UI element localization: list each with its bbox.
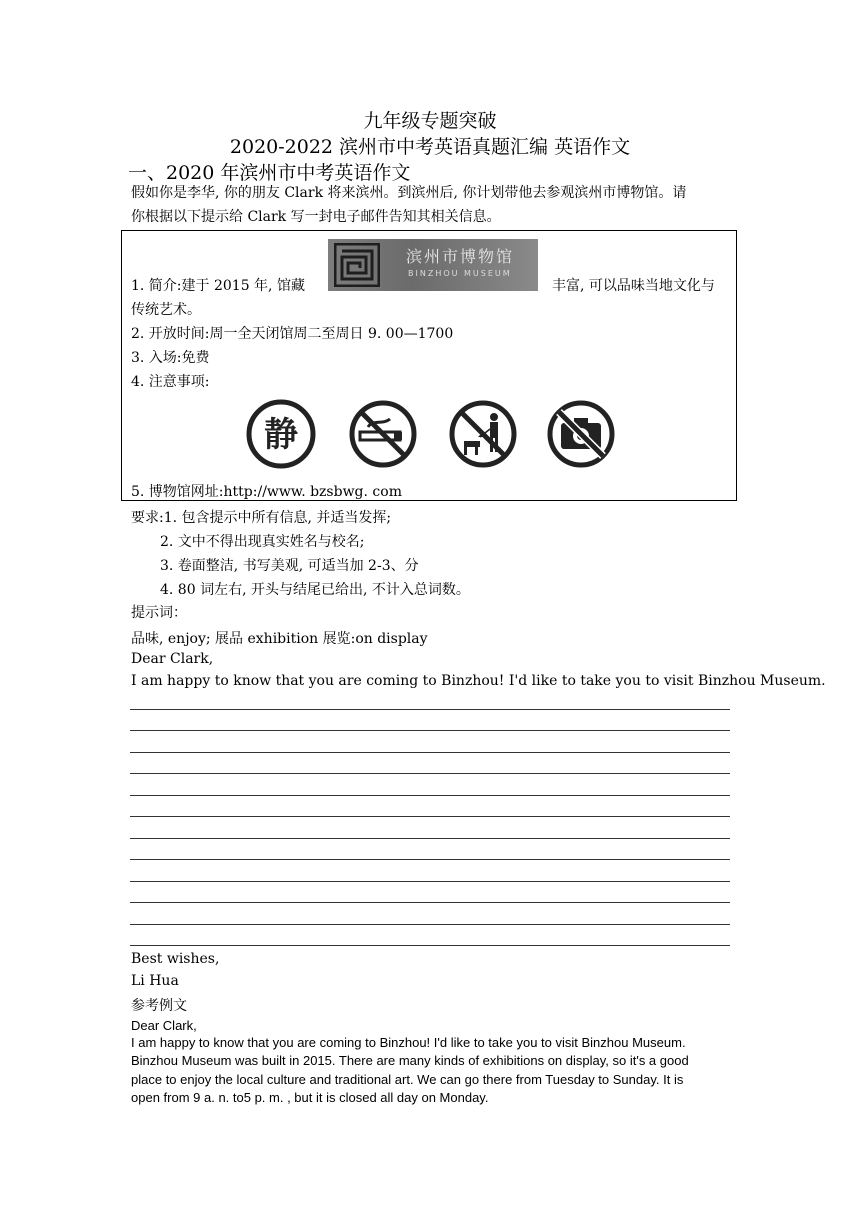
sample-label: 参考例文 <box>131 998 187 1014</box>
quiet-sign-icon <box>246 399 316 469</box>
logo-text-en: BINZHOU MUSEUM <box>408 269 512 278</box>
writing-line <box>130 838 730 839</box>
notice-signs <box>246 399 616 471</box>
hint-words: 品味, enjoy; 展品 exhibition 展览:on display <box>131 631 428 647</box>
section-heading: 一、2020 年滨州市中考英语作文 <box>128 162 411 184</box>
prompt-line-1: 假如你是李华, 你的朋友 Clark 将来滨州。到滨州后, 你计划带他去参观滨州市博物馆。请 <box>131 185 687 201</box>
museum-emblem-icon <box>334 243 380 287</box>
writing-line <box>130 924 730 925</box>
sample-line-4: open from 9 a. n. to5 p. m. , but it is closed all day on Monday. <box>131 1090 489 1105</box>
no-smoking-icon <box>348 399 418 469</box>
writing-line <box>130 709 730 710</box>
letter-opening: I am happy to know that you are coming to Binzhou! I'd like to take you to visit Binzhou Museum. <box>131 673 826 689</box>
info-item-4: 4. 注意事项: <box>131 374 210 390</box>
quiet-sign-text: 静 <box>264 415 298 455</box>
writing-line <box>130 795 730 796</box>
writing-line <box>130 816 730 817</box>
info-item-5: 5. 博物馆网址:http://www. bzsbwg. com <box>131 484 402 500</box>
museum-logo <box>328 239 538 291</box>
sample-line-2: Binzhou Museum was built in 2015. There are many kinds of exhibitions on display, so it's a good <box>131 1053 689 1068</box>
requirement-1: 要求:1. 包含提示中所有信息, 并适当发挥; <box>131 510 392 526</box>
no-photography-icon <box>546 399 616 469</box>
no-pets-icon <box>448 399 518 469</box>
info-item-1b: 丰富, 可以品味当地文化与 <box>552 278 715 294</box>
writing-line <box>130 773 730 774</box>
page-title: 九年级专题突破 <box>363 110 497 132</box>
requirement-2: 2. 文中不得出现真实姓名与校名; <box>160 534 365 550</box>
writing-line <box>130 881 730 882</box>
hint-label: 提示词： <box>131 605 187 621</box>
letter-signature: Li Hua <box>131 973 179 989</box>
requirement-3: 3. 卷面整洁, 书写美观, 可适当加 2-3、分 <box>160 558 419 574</box>
writing-line <box>130 859 730 860</box>
prompt-line-2: 你根据以下提示给 Clark 写一封电子邮件告知其相关信息。 <box>131 209 501 225</box>
writing-line <box>130 752 730 753</box>
sample-greeting: Dear Clark, <box>131 1018 197 1033</box>
info-item-1c: 传统艺术。 <box>131 302 201 318</box>
page-subtitle: 2020-2022 滨州市中考英语真题汇编 英语作文 <box>229 136 631 158</box>
info-box <box>121 230 737 501</box>
writing-line <box>130 945 730 946</box>
sample-line-1: I am happy to know that you are coming to Binzhou! I'd like to take you to visit Binzhou Museum. <box>131 1035 686 1050</box>
writing-line <box>130 902 730 903</box>
info-item-2: 2. 开放时间:周一全天闭馆周二至周日 9. 00—1700 <box>131 326 454 342</box>
info-item-3: 3. 入场:免费 <box>131 350 210 366</box>
writing-line <box>130 730 730 731</box>
requirement-4: 4. 80 词左右, 开头与结尾已给出, 不计入总词数。 <box>160 582 470 598</box>
letter-closing: Best wishes, <box>131 951 220 967</box>
letter-greeting: Dear Clark, <box>131 651 214 667</box>
logo-text-cn: 滨州市博物馆 <box>406 247 515 266</box>
info-item-1a: 1. 简介:建于 2015 年, 馆藏 <box>131 278 305 294</box>
sample-line-3: place to enjoy the local culture and traditional art. We can go there from Tuesday to Sunday. It is <box>131 1072 684 1087</box>
